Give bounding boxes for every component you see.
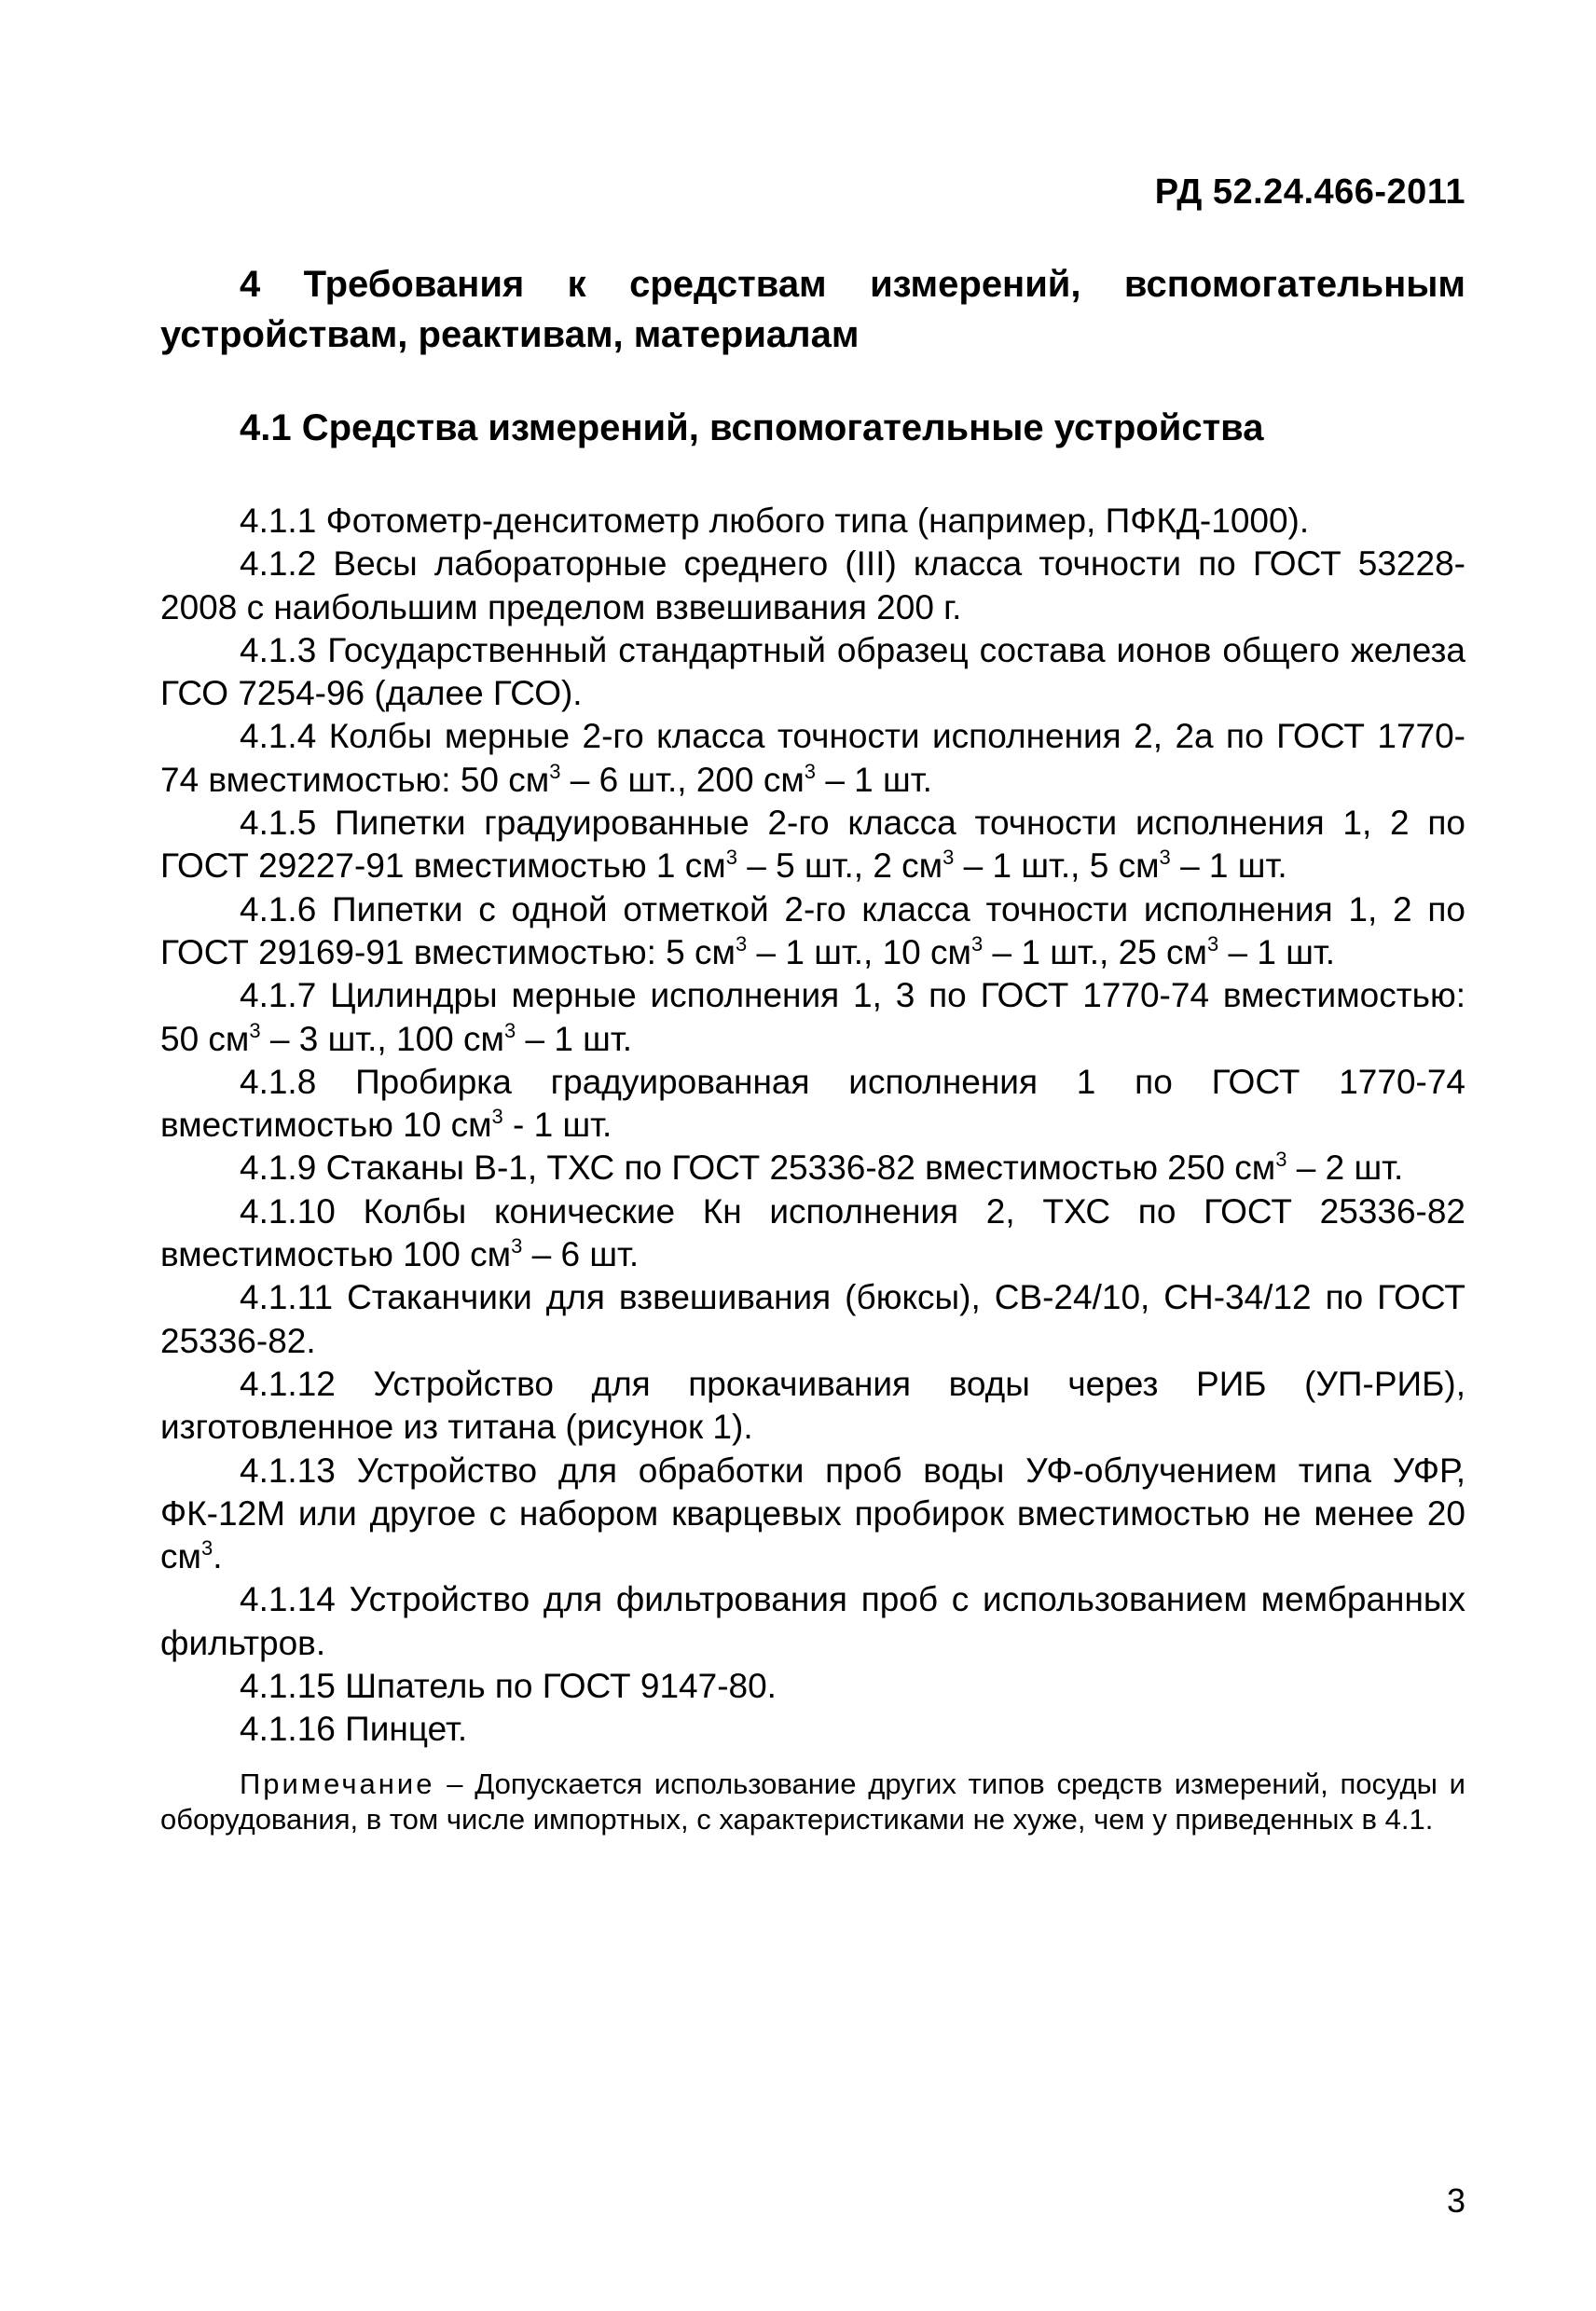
item-text: 4.1.12 Устройство для прокачивания воды через РИБ (УП-РИБ), изготовленное из титана (рисунок 1). — [160, 1364, 1465, 1447]
superscript: 3 — [549, 759, 561, 783]
item-text: – 3 шт., 100 см — [260, 1019, 504, 1058]
item-text: 4.1.4 Колбы мерные 2-го класса точности исполнения 2, 2а по ГОСТ 1770-74 вместимостью: 50 см — [160, 717, 1465, 799]
list-item — [160, 802, 1465, 888]
note-text: – Допускается использование других типов средств измерений, посуды и оборудования, в том числе импортных, с характеристиками не хуже, чем у приведенных в 4.1. — [160, 1767, 1465, 1836]
list-item — [160, 1276, 1465, 1363]
list-item — [160, 500, 1465, 543]
document-code: РД 52.24.466-2011 — [1154, 172, 1465, 212]
superscript: 3 — [804, 759, 817, 783]
item-text: 4.1.8 Пробирка градуированная исполнения 1 по ГОСТ 1770-74 вместимостью 10 см — [160, 1062, 1465, 1145]
superscript: 3 — [503, 1018, 516, 1042]
note-label: Примечание — [240, 1767, 435, 1800]
item-text: – 1 шт. — [816, 760, 932, 799]
list-item — [160, 974, 1465, 1061]
item-text: - 1 шт. — [502, 1106, 612, 1145]
section-title: 4 Требования к средствам измерений, вспомогательным устройствам, реактивам, материалам — [160, 264, 1465, 355]
item-text: – 2 шт. — [1286, 1149, 1404, 1188]
note-paragraph — [160, 1767, 1465, 1837]
list-item — [160, 888, 1465, 975]
item-text: – 1 шт. — [1218, 932, 1336, 971]
item-text: 4.1.5 Пипетки градуированные 2-го класса точности исполнения 1, 2 по ГОСТ 29227-91 вместимостью 1 см — [160, 804, 1465, 886]
item-text: 4.1.13 Устройство для обработки проб воды УФ-облучением типа УФР, ФК-12М или другое с набором кварцевых пробирок вместимостью не менее 20 см — [160, 1451, 1465, 1576]
item-text: – 1 шт., 5 см — [954, 846, 1160, 886]
item-text: – 6 шт., 200 см — [560, 760, 805, 799]
list-item — [160, 1363, 1465, 1450]
superscript: 3 — [942, 846, 955, 870]
item-text: 4.1.7 Цилиндры мерные исполнения 1, 3 по ГОСТ 1770-74 вместимостью: 50 см — [160, 976, 1465, 1058]
list-item — [160, 715, 1465, 802]
list-item — [160, 1061, 1465, 1148]
superscript: 3 — [725, 846, 737, 870]
item-text: 4.1.3 Государственный стандартный образец состава ионов общего железа ГСО 7254-96 (далее ГСО). — [160, 630, 1465, 713]
list-item — [160, 629, 1465, 716]
item-text: 4.1.11 Стаканчики для взвешивания (бюксы), СВ-24/10, СН-34/12 по ГОСТ 25336-82. — [160, 1278, 1465, 1360]
item-text: 4.1.16 Пинцет. — [240, 1710, 468, 1749]
superscript: 3 — [1275, 1148, 1287, 1172]
item-text: 4.1.14 Устройство для фильтрования проб с использованием мембранных фильтров. — [160, 1580, 1465, 1662]
list-item — [160, 1450, 1465, 1579]
item-text: – 5 шт., 2 см — [736, 846, 943, 886]
item-text: – 1 шт., 10 см — [747, 932, 971, 971]
page-number: 3 — [1446, 2181, 1465, 2220]
equipment-list — [160, 500, 1465, 1752]
list-item — [160, 1190, 1465, 1277]
subsection-title: 4.1 Средства измерений, вспомогательные устройства — [240, 407, 1264, 448]
item-text: 4.1.10 Колбы конические Кн исполнения 2, ТХС по ГОСТ 25336-82 вместимостью 100 см — [160, 1191, 1465, 1274]
item-text: – 1 шт. — [1170, 846, 1287, 886]
list-item — [160, 1147, 1465, 1190]
item-text: 4.1.2 Весы лабораторные среднего (III) класса точности по ГОСТ 53228-2008 с наибольшим пределом взвешивания 200 г. — [160, 544, 1465, 626]
list-item — [160, 1708, 1465, 1751]
superscript: 3 — [1159, 846, 1171, 870]
list-item — [160, 543, 1465, 629]
item-text: 4.1.1 Фотометр-денситометр любого типа (например, ПФКД-1000). — [240, 502, 1310, 540]
item-text: 4.1.9 Стаканы В-1, ТХС по ГОСТ 25336-82 вместимостью 250 см — [240, 1149, 1276, 1188]
superscript: 3 — [970, 931, 984, 956]
list-item — [160, 1578, 1465, 1665]
superscript: 3 — [249, 1018, 261, 1042]
superscript: 3 — [1206, 931, 1219, 956]
superscript: 3 — [491, 1105, 503, 1129]
item-text: . — [213, 1537, 223, 1576]
superscript: 3 — [511, 1234, 523, 1259]
item-text: – 6 шт. — [522, 1235, 640, 1274]
item-text: 4.1.15 Шпатель по ГОСТ 9147-80. — [240, 1667, 777, 1706]
item-text: 4.1.6 Пипетки с одной отметкой 2-го класса точности исполнения 1, 2 по ГОСТ 29169-91 вместимостью: 5 см — [160, 889, 1465, 971]
list-item — [160, 1665, 1465, 1708]
page-content — [160, 259, 1465, 1837]
item-text: – 1 шт. — [516, 1019, 632, 1058]
superscript: 3 — [200, 1536, 213, 1561]
superscript: 3 — [735, 931, 748, 956]
item-text: – 1 шт., 25 см — [983, 932, 1207, 971]
